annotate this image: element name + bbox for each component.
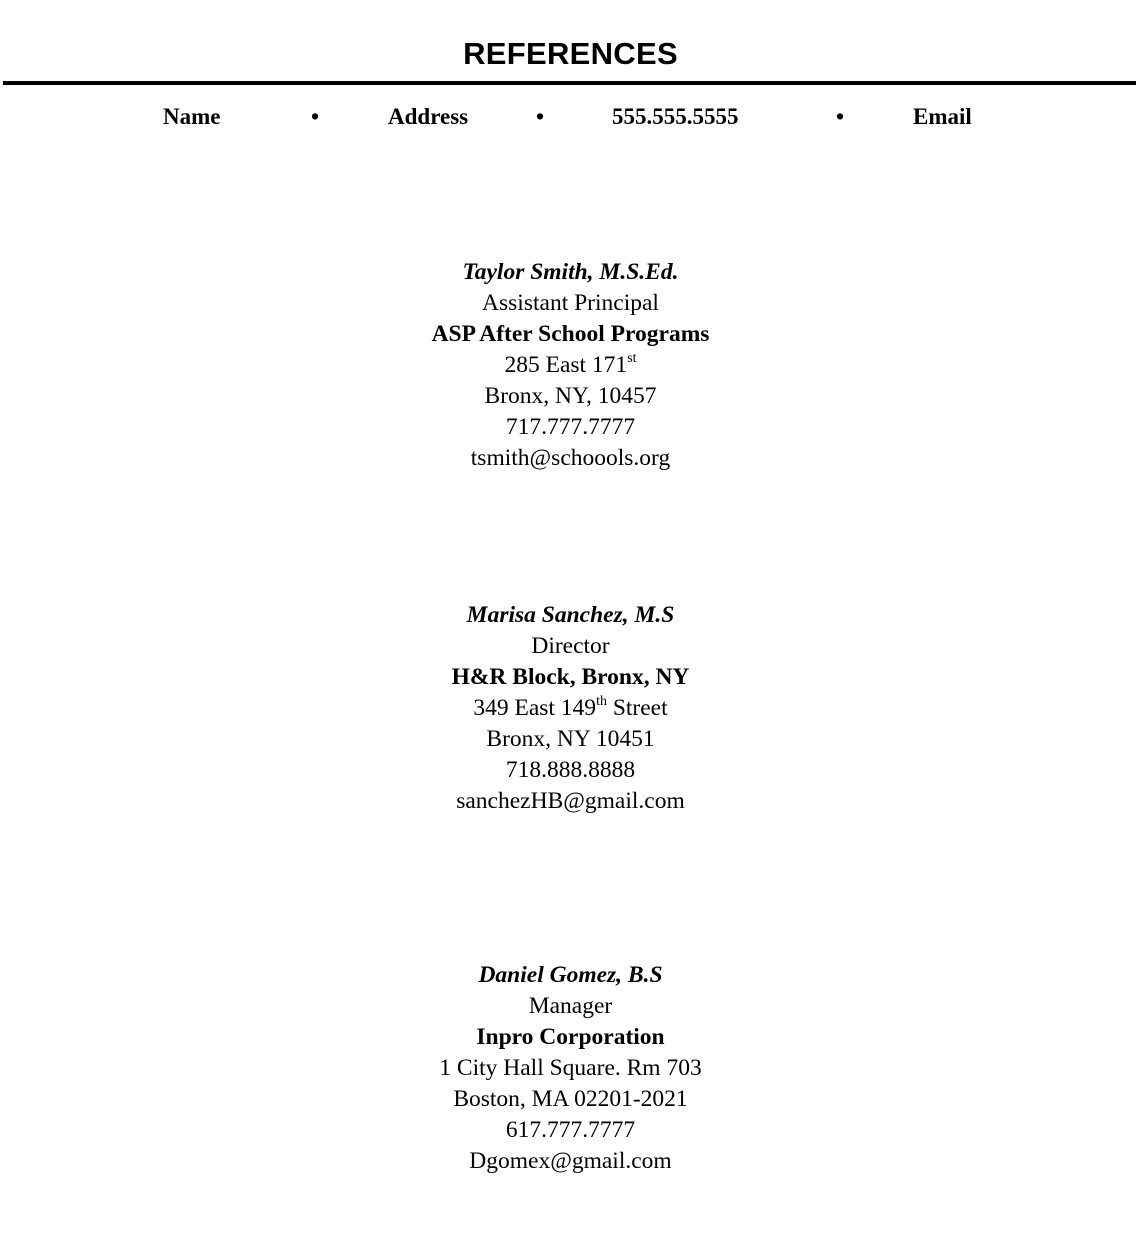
contact-phone: 555.555.5555	[612, 104, 739, 129]
bullet-separator: •	[311, 104, 320, 129]
bullet-separator: •	[836, 104, 845, 129]
contact-name: Name	[163, 104, 221, 129]
bullet-separator: •	[536, 104, 545, 129]
reference-phone: 617.777.7777	[505, 1117, 636, 1143]
ordinal-suffix: st	[627, 351, 637, 366]
reference-role: Manager	[528, 993, 613, 1019]
reference-city: Boston, MA 02201-2021	[453, 1086, 688, 1112]
reference-phone: 718.888.8888	[505, 757, 636, 783]
reference-entry	[0, 257, 1141, 474]
street-text: 285 East 171	[504, 352, 628, 378]
ordinal-suffix: th	[596, 694, 607, 709]
reference-role: Director	[531, 633, 610, 659]
reference-name: Taylor Smith, M.S.Ed.	[462, 259, 679, 285]
reference-company: ASP After School Programs	[431, 321, 710, 347]
reference-role: Assistant Principal	[482, 290, 659, 316]
reference-email: tsmith@schoools.org	[470, 445, 671, 471]
reference-email: sanchezHB@gmail.com	[456, 788, 685, 814]
reference-company: Inpro Corporation	[476, 1024, 665, 1050]
reference-city: Bronx, NY 10451	[486, 726, 655, 752]
reference-phone: 717.777.7777	[505, 414, 636, 440]
reference-name: Marisa Sanchez, M.S	[466, 602, 675, 628]
street-text: 349 East 149	[473, 695, 597, 721]
contact-email: Email	[913, 104, 972, 129]
title-divider	[3, 81, 1136, 85]
reference-name: Daniel Gomez, B.S	[478, 962, 663, 988]
street-rest: Street	[606, 695, 668, 721]
contact-header	[0, 101, 1141, 133]
reference-company: H&R Block, Bronx, NY	[451, 664, 690, 690]
reference-street	[0, 350, 1141, 381]
reference-entry	[0, 600, 1141, 817]
reference-street: 1 City Hall Square. Rm 703	[439, 1055, 702, 1081]
contact-address: Address	[388, 104, 469, 129]
reference-entry	[0, 960, 1141, 1177]
reference-email: Dgomex@gmail.com	[469, 1148, 672, 1174]
reference-street	[0, 693, 1141, 724]
page-title: REFERENCES	[463, 36, 678, 71]
reference-city: Bronx, NY, 10457	[484, 383, 657, 409]
